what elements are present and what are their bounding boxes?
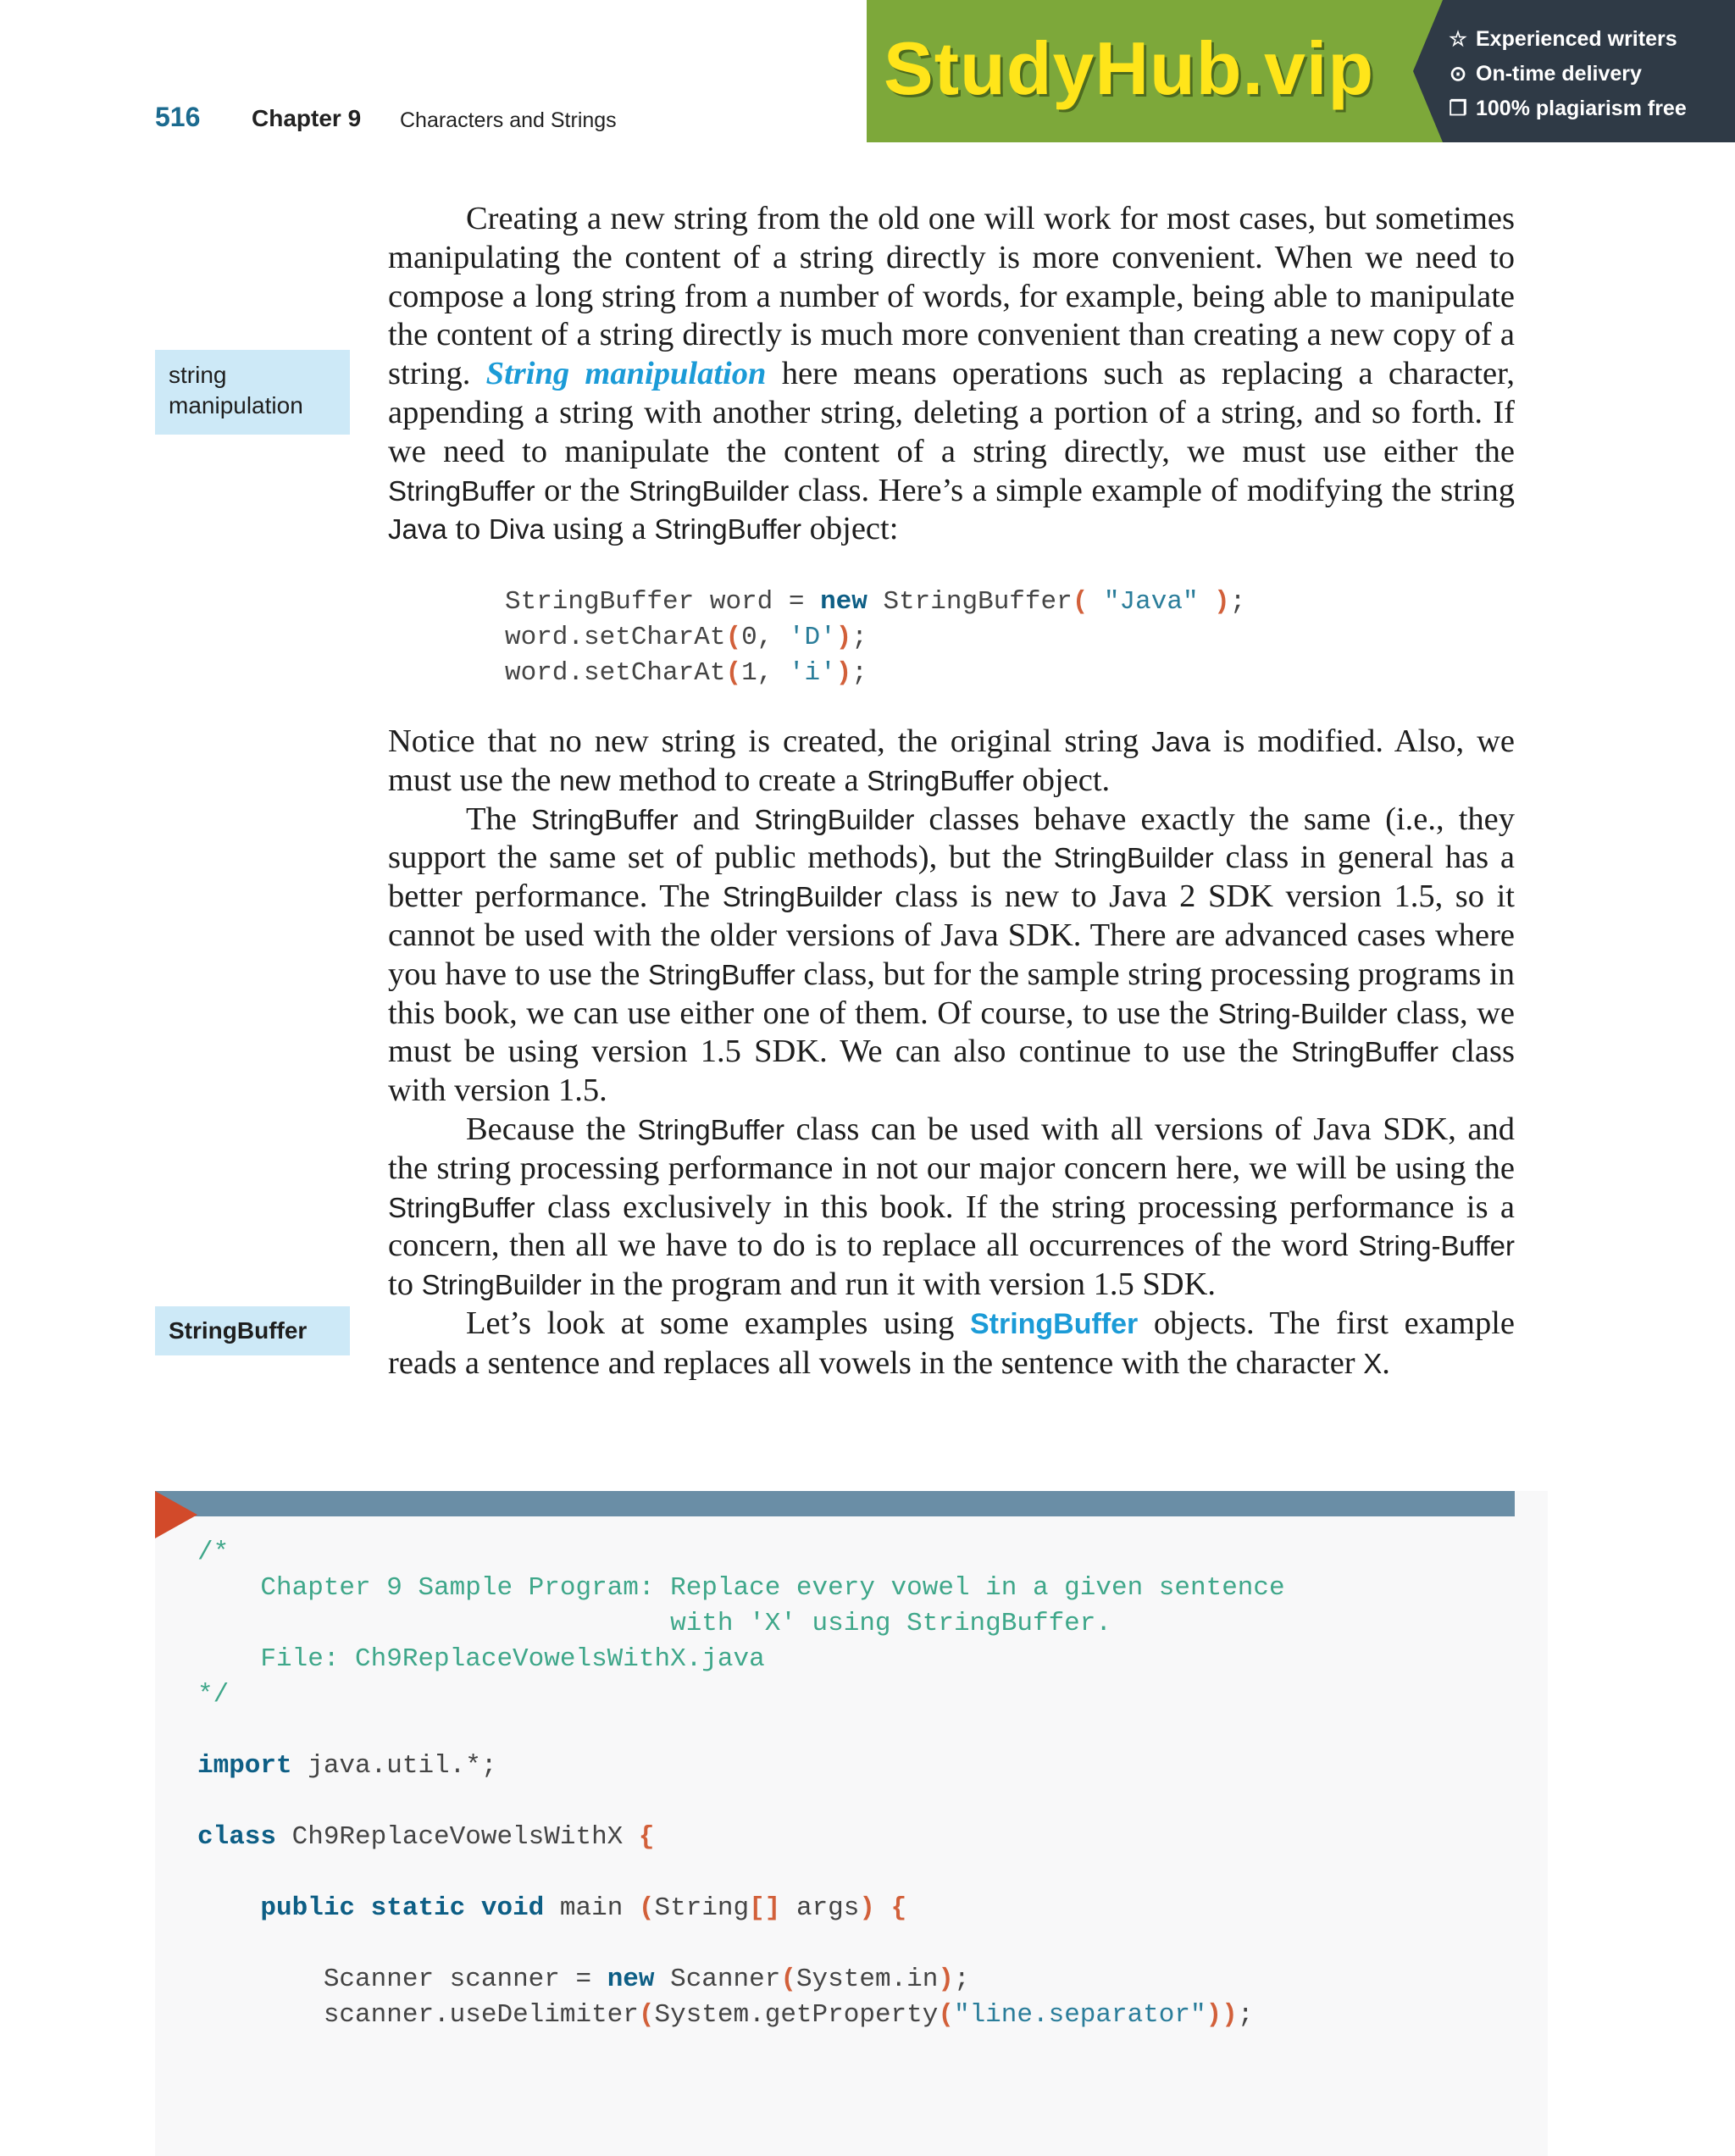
paragraph-comparison: The StringBuffer and StringBuilder classes behave exactly the same (i.e., they support the same set of public methods), but the StringBuilder class in general has a better performance. The StringBuilder class is new to Java 2 SDK version 1.5, so it cannot be used with the older versions of Java SDK. There are advanced cases where you have to use the StringBuffer class, but for the sample string processing programs in this book, we can use either one of them. Of course, to use the String-Builder class, we must be using version 1.5 SDK. We can also continue to use the StringBuffer class with version 1.5. <box>388 801 1516 1109</box>
feature-item <box>1447 91 1687 126</box>
listing-arrow-icon <box>155 1491 197 1538</box>
paragraph-notice: Notice that no new string is created, the original string Java is modified. Also, we must use the new method to create a StringBuffer object. <box>388 723 1515 798</box>
margin-note-stringbuffer: StringBuffer <box>155 1306 350 1355</box>
page-number: 516 <box>155 102 201 132</box>
feature-item <box>1447 57 1687 91</box>
chapter-title: Characters and Strings <box>400 108 617 132</box>
paragraph-intro: Creating a new string from the old one will work for most cases, but sometimes manipulating the content of a string directly is more convenient. When we need to compose a long string from a number of words, for example, being able to manipulate the content of a string directly is much more convenient than creating a new copy of a string. String manipulation here means operations such as replacing a character, appending a string with another string, deleting a portion of a string, and so forth. If we need to manipulate the content of a string directly, we must use either the StringBuffer or the StringBuilder class. Here’s a simple example of modifying the string Java to Diva using a StringBuffer object: <box>388 201 1516 547</box>
clock-icon: ⊙ <box>1449 63 1467 86</box>
code-example: StringBuffer word = new StringBuffer( "Java" ); word.setCharAt(0, 'D'); word.setCharAt(1, 'i'); <box>505 587 1246 688</box>
copy-icon: ❐ <box>1449 97 1467 120</box>
studyhub-banner[interactable] <box>867 0 1735 142</box>
brand-logo: StudyHub.vip <box>884 26 1375 110</box>
chapter-label: Chapter 9 <box>252 105 362 131</box>
star-icon: ☆ <box>1449 28 1467 51</box>
paragraph-examples: Let’s look at some examples using StringBuffer objects. The first example reads a sentence and replaces all vowels in the sentence with the character X. <box>388 1305 1515 1381</box>
paragraph-body <box>388 723 1515 1383</box>
feature-list <box>1447 22 1687 126</box>
margin-note-string-manipulation: string manipulation <box>155 350 350 435</box>
program-listing: /* Chapter 9 Sample Program: Replace every vowel in a given sentence with 'X' using StringBuffer. File: Ch9ReplaceVowelsWithX.java */ import java.util.*; class Ch9ReplaceVowelsWithX { public static void main (String[] args) { Scanner scanner = new Scanner(System.in); scanner.useDelimiter(System.getProperty("line.separator")); <box>197 1538 1285 2030</box>
key-term: StringBuffer <box>969 1307 1139 1340</box>
feature-item <box>1447 22 1687 57</box>
key-term: String manipulation <box>485 356 767 392</box>
listing-header-bar <box>155 1491 1515 1516</box>
feature-text: 100% plagiarism free <box>1476 97 1687 120</box>
feature-text: Experienced writers <box>1476 27 1677 51</box>
banner-brand-panel <box>867 0 1443 142</box>
feature-text: On-time delivery <box>1476 62 1642 86</box>
paragraph-choice: Because the StringBuffer class can be used with all versions of Java SDK, and the string processing performance in not our major concern here, we will be using the StringBuffer class exclusively in this book. If the string processing performance is a concern, then all we have to do is to replace all occurrences of the word String-Buffer to StringBuilder in the program and run it with version 1.5 SDK. <box>388 1111 1515 1303</box>
